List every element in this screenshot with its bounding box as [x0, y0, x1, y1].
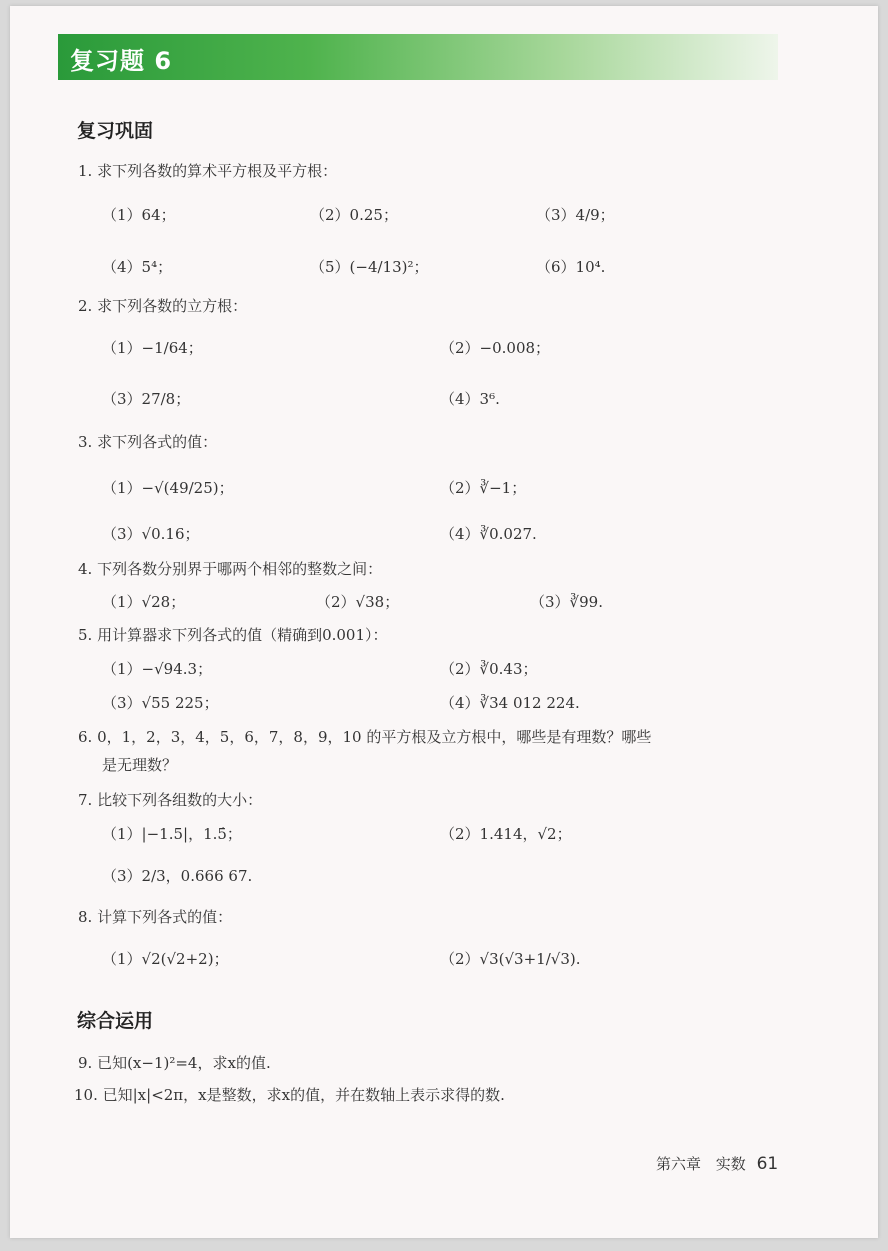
q1-stem: 1. 求下列各数的算术平方根及平方根： — [78, 162, 338, 180]
page-footer — [656, 1153, 778, 1174]
q5-item-1: （1）−√94.3； — [102, 660, 213, 678]
q10-stem: 10. 已知|x|<2π，x是整数，求x的值，并在数轴上表示求得的数. — [74, 1086, 505, 1104]
banner-title: 复习题 6 — [70, 47, 173, 75]
q6-line-1: 6. 0，1，2，3，4，5，6，7，8，9，10 的平方根及立方根中，哪些是有理数？哪些 — [78, 728, 652, 746]
q4-item-1: （1）√28； — [102, 593, 186, 611]
textbook-page — [10, 6, 878, 1238]
q3-item-3: （3）√0.16； — [102, 525, 200, 543]
q2-item-2: （2）−0.008； — [440, 339, 551, 357]
footer-chapter-title: 实数 — [715, 1155, 746, 1173]
q2-item-4: （4）3⁶. — [440, 390, 500, 408]
q1-item-2: （2）0.25； — [310, 206, 398, 224]
q3-stem: 3. 求下列各式的值： — [78, 433, 218, 451]
q7-item-2: （2）1.414，√2； — [440, 825, 572, 843]
q8-item-2: （2）√3(√3+1/√3). — [440, 950, 581, 968]
q4-stem: 4. 下列各数分别界于哪两个相邻的整数之间： — [78, 560, 383, 578]
q2-stem: 2. 求下列各数的立方根： — [78, 297, 248, 315]
q1-item-4: （4）5⁴； — [102, 258, 173, 276]
q1-item-6: （6）10⁴. — [536, 258, 606, 276]
page-number: 61 — [756, 1154, 779, 1174]
q1-item-1: （1）64； — [102, 206, 176, 224]
footer-chapter: 第六章 — [656, 1155, 702, 1173]
q3-item-1: （1）−√(49/25)； — [102, 479, 234, 497]
q1-item-5: （5）(−4/13)²； — [310, 258, 429, 276]
q2-item-3: （3）27/8； — [102, 390, 191, 408]
q5-item-2: （2）∛0.43； — [440, 660, 538, 678]
q1-item-3: （3）4/9； — [536, 206, 615, 224]
q7-item-3: （3）2/3，0.666 67. — [102, 867, 253, 885]
q2-item-1: （1）−1/64； — [102, 339, 203, 357]
q4-item-3: （3）∛99. — [530, 593, 603, 611]
q6-line-2: 是无理数？ — [102, 756, 178, 774]
q8-stem: 8. 计算下列各式的值： — [78, 908, 233, 926]
q4-item-2: （2）√38； — [316, 593, 400, 611]
q7-stem: 7. 比较下列各组数的大小： — [78, 791, 263, 809]
q3-item-2: （2）∛−1； — [440, 479, 527, 497]
q5-item-3: （3）√55 225； — [102, 694, 219, 712]
q8-item-1: （1）√2(√2+2)； — [102, 950, 229, 968]
q9-stem: 9. 已知(x−1)²=4，求x的值. — [78, 1054, 271, 1072]
section-title-review: 复习巩固 — [77, 120, 154, 142]
section-banner — [58, 34, 778, 80]
q5-stem: 5. 用计算器求下列各式的值（精确到0.001）： — [78, 626, 388, 644]
q3-item-4: （4）∛0.027. — [440, 525, 537, 543]
section-title-apply: 综合运用 — [77, 1010, 154, 1032]
q7-item-1: （1）|−1.5|，1.5̇； — [102, 825, 242, 843]
q5-item-4: （4）∛34 012 224. — [440, 694, 580, 712]
